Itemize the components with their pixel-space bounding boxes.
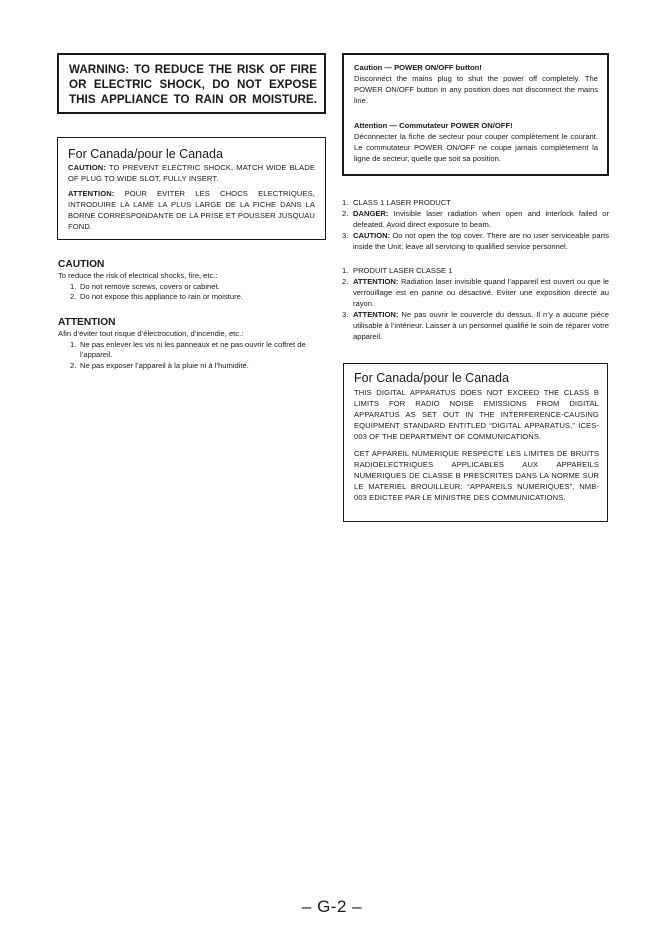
attention-list: [58, 340, 328, 372]
power-switch-box: [342, 53, 609, 176]
canada-digital-box: [343, 363, 608, 522]
list-item: 3. CAUTION: Do not open the top cover. There are no user serviceable parts inside the Unit; leave all servicing to qualified service personnel.: [342, 231, 609, 251]
canada-digital-title: For Canada/pour le Canada: [354, 371, 509, 385]
laser-list-fr: [342, 265, 609, 342]
list-item: 1. PRODUIT LASER CLASSE 1: [342, 266, 453, 275]
list-item: 3. ATTENTION: Ne pas ouvrir le couvercle du dessus. Il n’y a aucune pièce utilisable à l’intérieur. Laisser à un personnel qualifié le soin de réparer votre appareil.: [342, 310, 609, 341]
attention-heading: ATTENTION: [58, 317, 116, 328]
list-item: 1. CLASS 1 LASER PRODUCT: [342, 198, 451, 207]
power-attention-text: Déconnecter la fiche de secteur pour couper complètement le courant. Le commutateur POWER ON/OFF ne coupe jamais complètement la ligne de secteur, quelle que soit sa position.: [354, 132, 598, 163]
caution-label: CAUTION:: [68, 163, 106, 172]
caution-section: [58, 259, 328, 303]
canada-digital-french: CET APPAREIL NUMERIQUE RESPECTE LES LIMITES DE BRUITS RADIOELECTRIQUES APPLICABLES AUX APPAREILS NUMERIQUES DE CLASSE B PRESCRITES DANS LA NORME SUR LE MATERIEL BROUILLEUR: “APPAREILS NUMERIQUES”, NMB-003 EDICTEE PAR LE MINISTRE DES COMMUNICATIONS.: [354, 449, 599, 502]
warning-line-1: WARNING: TO REDUCE THE RISK OF FIRE: [69, 63, 317, 76]
warning-line-3: THIS APPLIANCE TO RAIN OR MOISTURE.: [69, 93, 317, 106]
attention-section: [58, 317, 328, 371]
caution-heading: CAUTION: [58, 259, 105, 270]
list-item: 1. Do not remove screws, covers or cabinet.: [70, 281, 220, 291]
list-item: 2. Ne pas exposer l’appareil à la pluie ni à l’humidité.: [70, 360, 249, 370]
canada-digital-english: THIS DIGITAL APPARATUS DOES NOT EXCEED THE CLASS B LIMITS FOR RADIO NOISE EMISSIONS FROM DIGITAL APPARATUS AS SET OUT IN THE INTERFERENCE-CAUSING EQUIPMENT STANDARD ENTITLED “DIGITAL APPARATUS,” ICES-003 OF THE DEPARTMENT OF COMMUNICATIONS.: [354, 388, 599, 441]
list-item: 2. DANGER: Invisible laser radiation when open and interlock failed or defeated. Avoid direct exposure to beam.: [342, 209, 609, 229]
page-number: – G-2 –: [301, 897, 363, 916]
list-item: 1. Ne pas enlever les vis ni les panneaux et ne pas ouvrir le coffret de l’appareil.: [70, 339, 306, 359]
power-caution-text: Disconnect the mains plug to shut the power off completely. The POWER ON/OFF button in any position does not disconnect the mains line.: [354, 74, 598, 105]
caution-intro: To reduce the risk of electrical shocks, fire, etc.:: [58, 271, 218, 280]
attention-text: POUR EVITER LES CHOCS ELECTRIQUES, INTRODUIRE LA LAME LA PLUS LARGE DE LA FICHE DANS LA BORNE CORRESPONDANTE DE LA PRISE ET POUSSER JUSQUAU FOND.: [68, 189, 315, 231]
canada-plug-title: For Canada/pour le Canada: [68, 147, 223, 161]
list-item: 2. Do not expose this appliance to rain or moisture.: [70, 292, 243, 301]
laser-list-en: [342, 197, 609, 252]
canada-plug-attention: [68, 188, 315, 232]
list-item: 2. ATTENTION: Radiation laser invisible quand l’appareil est ouvert ou que le verrouillage est en panne ou désactivé. Eviter une exposition directe au rayon.: [342, 277, 609, 308]
caution-text: TO PREVENT ELECTRIC SHOCK, MATCH WIDE BLADE OF PLUG TO WIDE SLOT, FULLY INSERT.: [68, 163, 315, 183]
canada-plug-caution: [68, 162, 315, 184]
caution-list: [58, 282, 328, 303]
warning-text: [69, 62, 317, 107]
warning-box: [57, 53, 326, 114]
attention-intro: Afin d’éviter tout risque d’électrocution, d’incendie, etc.:: [58, 329, 244, 338]
power-caution: [354, 62, 598, 106]
attention-label: ATTENTION:: [68, 189, 115, 198]
warning-line-2: OR ELECTRIC SHOCK, DO NOT EXPOSE: [69, 78, 317, 91]
canada-plug-box: [57, 137, 326, 240]
power-attention: [354, 120, 598, 164]
power-attention-heading: Attention — Commutateur POWER ON/OFF!: [354, 121, 513, 130]
power-caution-heading: Caution — POWER ON/OFF button!: [354, 63, 482, 72]
